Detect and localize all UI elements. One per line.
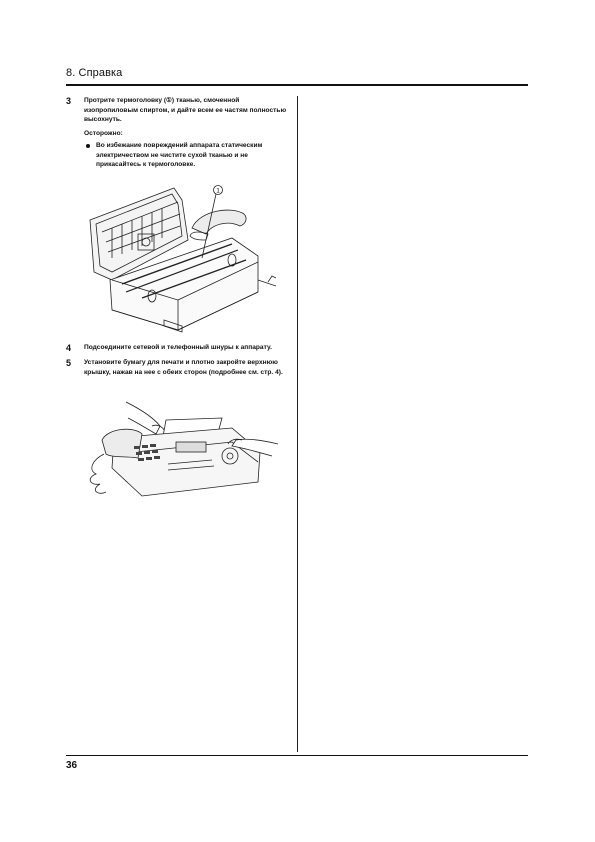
figure1-callout: 1 <box>216 187 220 195</box>
caution-bullet <box>86 141 290 170</box>
step-3-text: Протрите термоголовку (①) тканью, смоченной изопропиловым спиртом, и дайте всем ее частям полностью высохнуть. <box>84 97 287 124</box>
fax-open-illustration <box>82 180 278 340</box>
header-rule <box>66 84 528 86</box>
fax-closed-illustration <box>82 398 278 500</box>
caution-label: Осторожно: <box>84 130 123 137</box>
step-5-number: 5 <box>66 358 72 368</box>
caution-bullet-text: Во избежание повреждений аппарата статическим электричеством не чистите сухой тканью и не прикасайтесь к термоголовке. <box>96 142 263 169</box>
page-number: 36 <box>66 760 78 771</box>
step-4-text: Подсоедините сетевой и телефонный шнуры к аппарату. <box>84 344 272 351</box>
step-4-number: 4 <box>66 343 72 353</box>
bullet-dot-icon <box>86 144 90 148</box>
step-3-number: 3 <box>66 96 72 106</box>
step-4 <box>66 343 290 353</box>
column-divider <box>297 96 298 752</box>
step-5-text: Установите бумагу для печати и плотно закройте верхнюю крышку, нажав на нее с обеих сторон (подробнее см. стр. 4). <box>84 359 283 376</box>
step-3 <box>66 96 290 125</box>
section-title: 8. Справка <box>66 67 123 79</box>
footer-rule <box>66 755 528 756</box>
step-5 <box>66 358 290 377</box>
